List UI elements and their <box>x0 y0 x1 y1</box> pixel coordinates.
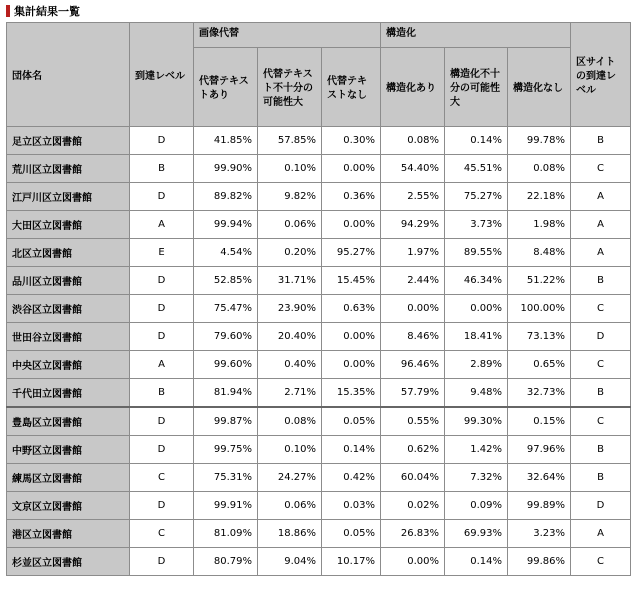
header-struct-insufficient: 構造化不十分の可能性大 <box>445 48 508 127</box>
cell-alt-no: 0.00% <box>322 211 381 239</box>
header-struct-yes: 構造化あり <box>381 48 445 127</box>
cell-struct-insufficient: 46.34% <box>445 267 508 295</box>
cell-struct-no: 3.23% <box>508 520 571 548</box>
cell-site-level: A <box>571 239 631 267</box>
cell-alt-no: 95.27% <box>322 239 381 267</box>
header-name: 団体名 <box>7 23 130 127</box>
cell-site-level: D <box>571 492 631 520</box>
cell-alt-insufficient: 20.40% <box>258 323 322 351</box>
cell-alt-yes: 99.90% <box>194 155 258 183</box>
cell-struct-insufficient: 99.30% <box>445 407 508 436</box>
cell-struct-no: 99.78% <box>508 127 571 155</box>
table-row <box>7 548 631 576</box>
cell-site-level: B <box>571 379 631 408</box>
results-table <box>6 22 631 576</box>
cell-alt-no: 0.00% <box>322 323 381 351</box>
cell-level: E <box>130 239 194 267</box>
table-row <box>7 379 631 408</box>
table-row <box>7 436 631 464</box>
cell-struct-insufficient: 0.14% <box>445 127 508 155</box>
cell-alt-insufficient: 24.27% <box>258 464 322 492</box>
table-row <box>7 464 631 492</box>
table-row <box>7 211 631 239</box>
cell-alt-yes: 89.82% <box>194 183 258 211</box>
cell-struct-no: 0.65% <box>508 351 571 379</box>
table-row <box>7 492 631 520</box>
cell-struct-yes: 26.83% <box>381 520 445 548</box>
cell-struct-yes: 60.04% <box>381 464 445 492</box>
cell-level: C <box>130 520 194 548</box>
cell-struct-no: 97.96% <box>508 436 571 464</box>
cell-alt-no: 15.45% <box>322 267 381 295</box>
header-alt-insufficient: 代替テキスト不十分の可能性大 <box>258 48 322 127</box>
cell-alt-insufficient: 0.06% <box>258 492 322 520</box>
cell-alt-yes: 52.85% <box>194 267 258 295</box>
cell-site-level: C <box>571 155 631 183</box>
cell-struct-insufficient: 69.93% <box>445 520 508 548</box>
cell-alt-yes: 99.75% <box>194 436 258 464</box>
cell-alt-no: 0.30% <box>322 127 381 155</box>
cell-level: D <box>130 127 194 155</box>
header-struct-no: 構造化なし <box>508 48 571 127</box>
cell-name: 足立区立図書館 <box>7 127 130 155</box>
cell-struct-no: 99.86% <box>508 548 571 576</box>
cell-alt-insufficient: 9.82% <box>258 183 322 211</box>
cell-name: 港区立図書館 <box>7 520 130 548</box>
cell-struct-yes: 0.55% <box>381 407 445 436</box>
cell-name: 文京区立図書館 <box>7 492 130 520</box>
table-row <box>7 295 631 323</box>
cell-level: D <box>130 295 194 323</box>
table-row <box>7 407 631 436</box>
cell-struct-no: 51.22% <box>508 267 571 295</box>
header-level: 到達レベル <box>130 23 194 127</box>
cell-alt-no: 10.17% <box>322 548 381 576</box>
cell-alt-yes: 81.09% <box>194 520 258 548</box>
title-marker-icon <box>6 5 10 17</box>
header-alt-no: 代替テキストなし <box>322 48 381 127</box>
cell-name: 北区立図書館 <box>7 239 130 267</box>
cell-alt-yes: 75.31% <box>194 464 258 492</box>
cell-alt-insufficient: 0.06% <box>258 211 322 239</box>
cell-alt-insufficient: 0.40% <box>258 351 322 379</box>
cell-alt-no: 15.35% <box>322 379 381 408</box>
cell-struct-no: 0.08% <box>508 155 571 183</box>
cell-level: D <box>130 492 194 520</box>
table-row <box>7 351 631 379</box>
cell-site-level: C <box>571 295 631 323</box>
cell-name: 練馬区立図書館 <box>7 464 130 492</box>
cell-struct-no: 99.89% <box>508 492 571 520</box>
table-row <box>7 127 631 155</box>
cell-struct-yes: 1.97% <box>381 239 445 267</box>
cell-level: A <box>130 351 194 379</box>
cell-struct-yes: 0.00% <box>381 548 445 576</box>
cell-level: D <box>130 436 194 464</box>
cell-struct-insufficient: 0.09% <box>445 492 508 520</box>
cell-site-level: A <box>571 183 631 211</box>
cell-level: D <box>130 183 194 211</box>
cell-site-level: B <box>571 127 631 155</box>
cell-name: 品川区立図書館 <box>7 267 130 295</box>
cell-site-level: B <box>571 436 631 464</box>
cell-struct-no: 32.73% <box>508 379 571 408</box>
cell-struct-insufficient: 0.00% <box>445 295 508 323</box>
cell-struct-insufficient: 89.55% <box>445 239 508 267</box>
cell-site-level: A <box>571 211 631 239</box>
cell-struct-insufficient: 9.48% <box>445 379 508 408</box>
cell-struct-insufficient: 1.42% <box>445 436 508 464</box>
cell-struct-yes: 54.40% <box>381 155 445 183</box>
cell-alt-yes: 4.54% <box>194 239 258 267</box>
cell-struct-insufficient: 0.14% <box>445 548 508 576</box>
cell-struct-yes: 57.79% <box>381 379 445 408</box>
cell-struct-no: 73.13% <box>508 323 571 351</box>
cell-alt-insufficient: 18.86% <box>258 520 322 548</box>
cell-site-level: B <box>571 267 631 295</box>
cell-alt-insufficient: 0.20% <box>258 239 322 267</box>
cell-struct-no: 1.98% <box>508 211 571 239</box>
cell-level: B <box>130 379 194 408</box>
cell-name: 豊島区立図書館 <box>7 407 130 436</box>
cell-alt-no: 0.03% <box>322 492 381 520</box>
page-title: 集計結果一覧 <box>14 5 80 18</box>
cell-struct-yes: 94.29% <box>381 211 445 239</box>
cell-struct-insufficient: 3.73% <box>445 211 508 239</box>
cell-struct-yes: 2.55% <box>381 183 445 211</box>
cell-struct-no: 0.15% <box>508 407 571 436</box>
table-row <box>7 323 631 351</box>
cell-name: 中央区立図書館 <box>7 351 130 379</box>
cell-struct-no: 100.00% <box>508 295 571 323</box>
cell-alt-insufficient: 0.10% <box>258 155 322 183</box>
cell-alt-yes: 75.47% <box>194 295 258 323</box>
cell-alt-insufficient: 2.71% <box>258 379 322 408</box>
cell-alt-insufficient: 0.08% <box>258 407 322 436</box>
cell-alt-yes: 80.79% <box>194 548 258 576</box>
cell-struct-yes: 0.08% <box>381 127 445 155</box>
cell-alt-yes: 99.91% <box>194 492 258 520</box>
cell-alt-no: 0.42% <box>322 464 381 492</box>
cell-name: 荒川区立図書館 <box>7 155 130 183</box>
cell-site-level: C <box>571 407 631 436</box>
cell-alt-no: 0.14% <box>322 436 381 464</box>
page-title-bar <box>0 0 640 22</box>
cell-alt-no: 0.00% <box>322 155 381 183</box>
cell-alt-insufficient: 23.90% <box>258 295 322 323</box>
cell-struct-yes: 96.46% <box>381 351 445 379</box>
cell-alt-insufficient: 0.10% <box>258 436 322 464</box>
cell-site-level: A <box>571 520 631 548</box>
cell-struct-yes: 2.44% <box>381 267 445 295</box>
header-group-image: 画像代替 <box>194 23 381 48</box>
cell-level: A <box>130 211 194 239</box>
cell-struct-no: 22.18% <box>508 183 571 211</box>
cell-alt-yes: 99.87% <box>194 407 258 436</box>
cell-alt-no: 0.36% <box>322 183 381 211</box>
cell-alt-no: 0.00% <box>322 351 381 379</box>
cell-struct-insufficient: 2.89% <box>445 351 508 379</box>
cell-struct-insufficient: 75.27% <box>445 183 508 211</box>
cell-alt-yes: 99.94% <box>194 211 258 239</box>
cell-struct-yes: 8.46% <box>381 323 445 351</box>
cell-struct-insufficient: 18.41% <box>445 323 508 351</box>
cell-struct-insufficient: 45.51% <box>445 155 508 183</box>
cell-alt-yes: 41.85% <box>194 127 258 155</box>
cell-level: D <box>130 548 194 576</box>
cell-site-level: C <box>571 548 631 576</box>
cell-alt-insufficient: 57.85% <box>258 127 322 155</box>
cell-alt-yes: 81.94% <box>194 379 258 408</box>
cell-struct-yes: 0.02% <box>381 492 445 520</box>
cell-alt-yes: 79.60% <box>194 323 258 351</box>
cell-site-level: B <box>571 464 631 492</box>
cell-name: 中野区立図書館 <box>7 436 130 464</box>
cell-alt-insufficient: 31.71% <box>258 267 322 295</box>
cell-name: 世田谷立図書館 <box>7 323 130 351</box>
table-row <box>7 239 631 267</box>
cell-alt-yes: 99.60% <box>194 351 258 379</box>
table-row <box>7 267 631 295</box>
table-row <box>7 520 631 548</box>
cell-struct-yes: 0.62% <box>381 436 445 464</box>
cell-name: 千代田立図書館 <box>7 379 130 408</box>
cell-name: 江戸川区立図書館 <box>7 183 130 211</box>
header-group-struct: 構造化 <box>381 23 571 48</box>
cell-level: D <box>130 407 194 436</box>
cell-level: D <box>130 323 194 351</box>
cell-site-level: D <box>571 323 631 351</box>
cell-alt-no: 0.05% <box>322 520 381 548</box>
table-row <box>7 155 631 183</box>
header-alt-yes: 代替テキストあり <box>194 48 258 127</box>
cell-alt-no: 0.05% <box>322 407 381 436</box>
cell-alt-insufficient: 9.04% <box>258 548 322 576</box>
cell-level: B <box>130 155 194 183</box>
header-site-level: 区サイトの到達レベル <box>571 23 631 127</box>
cell-level: C <box>130 464 194 492</box>
cell-level: D <box>130 267 194 295</box>
cell-struct-yes: 0.00% <box>381 295 445 323</box>
cell-struct-insufficient: 7.32% <box>445 464 508 492</box>
table-row <box>7 183 631 211</box>
cell-name: 渋谷区立図書館 <box>7 295 130 323</box>
cell-struct-no: 8.48% <box>508 239 571 267</box>
cell-name: 大田区立図書館 <box>7 211 130 239</box>
cell-alt-no: 0.63% <box>322 295 381 323</box>
cell-site-level: C <box>571 351 631 379</box>
cell-struct-no: 32.64% <box>508 464 571 492</box>
cell-name: 杉並区立図書館 <box>7 548 130 576</box>
